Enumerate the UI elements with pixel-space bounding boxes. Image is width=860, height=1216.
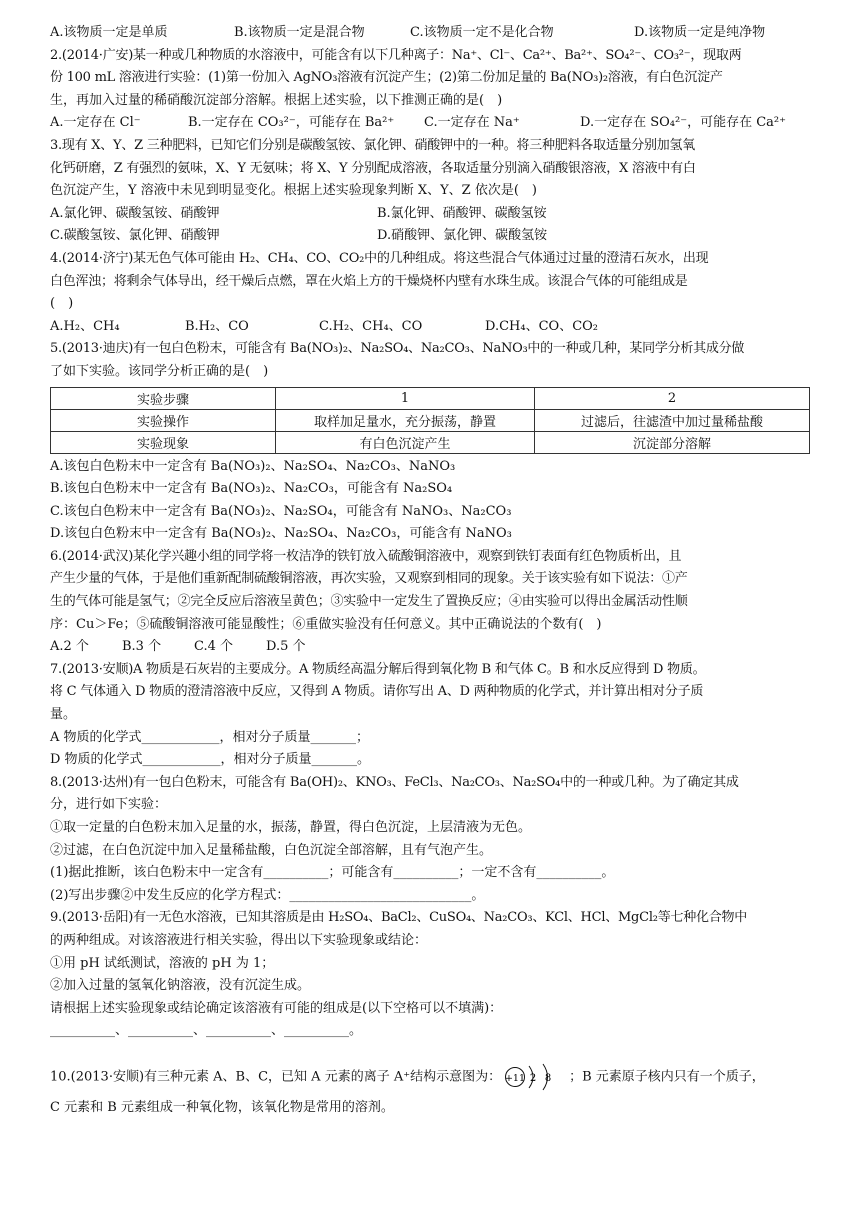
q8-step-1: ①取一定量的白色粉末加入足量的水，振荡，静置，得白色沉淀，上层清液为无色。: [50, 820, 532, 835]
q6-stem-line2: 产生少量的气体，于是他们重新配制硫酸铜溶液，再次实验，又观察到相同的现象。关于该实验有如下说法：①产: [50, 571, 688, 587]
table-cell: 有白色沉淀产生: [276, 431, 535, 453]
q8-answer-2[interactable]: (2)写出步骤②中发生反应的化学方程式：____________________________。: [50, 887, 485, 903]
q2-stem-line2: 份 100 mL 溶液进行实验：(1)第一份加入 AgNO₃溶液有沉淀产生；(2)第二份加足量的 Ba(NO₃)₂溶液，有白色沉淀产: [50, 70, 723, 86]
q2-option-d[interactable]: D.一定存在 SO₄²⁻，可能存在 Ca²⁺: [580, 115, 786, 131]
q10-stem-after: ；B 元素原子核内只有一个质子，: [569, 1069, 765, 1085]
q8-stem-line1: 8.(2013·达州)有一包白色粉末，可能含有 Ba(OH)₂、KNO₃、FeCl₃、Na₂CO₃、Na₂SO₄中的一种或几种。为了确定其成: [50, 774, 739, 790]
q3-option-c[interactable]: C.碳酸氢铵、氯化钾、硝酸钾: [50, 228, 220, 244]
q10-stem-line2: C 元素和 B 元素组成一种氧化物，该氧化物是常用的溶剂。: [50, 1099, 394, 1115]
q9-stem-line2: 的两种组成。对该溶液进行相关实验，得出以下实验现象或结论：: [50, 932, 428, 948]
table-cell: 2: [535, 387, 810, 409]
table-cell: 过滤后，往滤渣中加过量稀盐酸: [535, 409, 810, 431]
q4-options: [50, 316, 810, 339]
q6-stem-line4: 序：Cu＞Fe；⑤硫酸铜溶液可能显酸性；⑥重做实验没有任何意义。其中正确说法的个数有( ): [50, 616, 602, 632]
q7-stem-line1: 7.(2013·安顺)A 物质是石灰岩的主要成分。A 物质经高温分解后得到氧化物 B 和气体 C。B 和水反应得到 D 物质。: [50, 661, 706, 677]
q1-option-d[interactable]: D.该物质一定是纯净物: [634, 25, 766, 40]
table-cell: 实验现象: [51, 431, 276, 453]
q6-option-c[interactable]: C.4 个: [194, 639, 234, 655]
q10-stem-before: 10.(2013·安顺)有三种元素 A、B、C，已知 A 元素的离子 A⁺结构示意图为：: [50, 1069, 502, 1085]
q5-option-d[interactable]: D.该包白色粉末中一定含有 Ba(NO₃)₂、Na₂SO₄、Na₂CO₃，可能含有 NaNO₃: [50, 526, 512, 542]
q8-step-2: ②过滤，在白色沉淀中加入足量稀盐酸，白色沉淀全部溶解，且有气泡产生。: [50, 842, 493, 858]
q10: [50, 1057, 810, 1121]
table-cell: 实验操作: [51, 409, 276, 431]
q1-option-c[interactable]: C.该物质一定不是化合物: [410, 25, 554, 40]
q6-stem-line1: 6.(2014·武汉)某化学兴趣小组的同学将一枚洁净的铁钉放入硫酸铜溶液中，观察到铁钉表面有红色物质析出，且: [50, 548, 682, 564]
q3-option-a[interactable]: A.氯化钾、碳酸氢铵、硝酸钾: [50, 205, 220, 221]
q4-option-d[interactable]: D.CH₄、CO、CO₂: [485, 318, 599, 334]
q8-answer-1[interactable]: (1)据此推断，该白色粉末中一定含有__________；可能含有__________；一定不含有__________。: [50, 865, 615, 881]
q4-stem-line2: 白色浑浊；将剩余气体导出，经干燥后点燃，罩在火焰上方的干燥烧杯内壁有水珠生成。该混合气体的可能组成是: [50, 273, 688, 289]
shell2-electrons: 8: [544, 1072, 552, 1084]
q6-option-a[interactable]: A.2 个: [50, 639, 89, 655]
q9-prompt: 请根据上述实验现象或结论确定该溶液有可能的组成是(以下空格可以不填满)：: [50, 1000, 503, 1016]
q2-option-b[interactable]: B.一定存在 CO₃²⁻，可能存在 Ba²⁺: [188, 115, 395, 131]
nucleus-charge: +11: [505, 1072, 526, 1084]
q5-experiment-table: [50, 387, 810, 454]
q4-stem-line3: ( ): [50, 296, 74, 312]
q2-stem-line3: 生，再加入过量的稀硝酸沉淀部分溶解。根据上述实验，以下推测正确的是( ): [50, 92, 503, 108]
q6-option-d[interactable]: D.5 个: [266, 639, 306, 655]
q4-option-c[interactable]: C.H₂、CH₄、CO: [319, 318, 423, 334]
q7-stem-line3: 量。: [50, 707, 77, 723]
q3-option-b[interactable]: B.氯化钾、硝酸钾、碳酸氢铵: [377, 205, 547, 221]
q2-stem-line1: 2.(2014·广安)某一种或几种物质的水溶液中，可能含有以下几种离子：Na⁺、Cl⁻、Ca²⁺、Ba²⁺、SO₄²⁻、CO₃²⁻，现取两: [50, 47, 742, 63]
q9-stem-line1: 9.(2013·岳阳)有一无色水溶液，已知其溶质是由 H₂SO₄、BaCl₂、CuSO₄、Na₂CO₃、KCl、HCl、MgCl₂等七种化合物中: [50, 910, 747, 926]
shell1-electrons: 2: [529, 1072, 537, 1084]
q3-stem-line2: 化钙研磨，Z 有强烈的氨味，X、Y 无氨味；将 X、Y 分别配成溶液，各取适量分别滴入硝酸银溶液，X 溶液中有白: [50, 160, 696, 176]
q4-option-a[interactable]: A.H₂、CH₄: [50, 318, 120, 334]
q6-options: [50, 636, 810, 659]
table-cell: 取样加足量水，充分振荡，静置: [276, 409, 535, 431]
q1-options: [50, 22, 810, 45]
q4-option-b[interactable]: B.H₂、CO: [185, 318, 249, 334]
worksheet-page: [50, 22, 810, 1121]
q6-stem-line3: 生的气体可能是氢气；②完全反应后溶液呈黄色；③实验中一定发生了置换反应；④由实验可以得出金属活动性顺: [50, 594, 688, 610]
table-cell: 沉淀部分溶解: [535, 431, 810, 453]
q3-stem-line1: 3.现有 X、Y、Z 三种肥料，已知它们分别是碳酸氢铵、氯化钾、硝酸钾中的一种。将三种肥料各取适量分别加氢氧: [50, 137, 696, 153]
q7-stem-line2: 将 C 气体通入 D 物质的澄清溶液中反应，又得到 A 物质。请你写出 A、D 两种物质的化学式，并计算出相对分子质: [50, 684, 704, 700]
q2-option-a[interactable]: A.一定存在 Cl⁻: [50, 115, 141, 131]
q5-option-b[interactable]: B.该包白色粉末中一定含有 Ba(NO₃)₂、Na₂CO₃，可能含有 Na₂SO₄: [50, 481, 453, 497]
q5-option-c[interactable]: C.该包白色粉末中一定含有 Ba(NO₃)₂、Na₂SO₄，可能含有 NaNO₃、Na₂CO₃: [50, 503, 512, 519]
q3-stem-line3: 色沉淀产生，Y 溶液中未见到明显变化。根据上述实验现象判断 X、Y、Z 依次是( ): [50, 183, 537, 199]
q1-option-b[interactable]: B.该物质一定是混合物: [234, 25, 365, 40]
q4-stem-line1: 4.(2014·济宁)某无色气体可能由 H₂、CH₄、CO、CO₂中的几种组成。将这些混合气体通过过量的澄清石灰水，出现: [50, 250, 709, 266]
q8-stem-line2: 分，进行如下实验：: [50, 797, 168, 813]
q5-stem-line2: 了如下实验。该同学分析正确的是( ): [50, 363, 269, 379]
q3-option-d[interactable]: D.硝酸钾、氯化钾、碳酸氢铵: [377, 228, 548, 244]
q10-stem-line1: [50, 1057, 810, 1095]
table-row: [51, 409, 810, 431]
table-cell: 1: [276, 387, 535, 409]
table-cell: 实验步骤: [51, 387, 276, 409]
q9-answer-blanks[interactable]: __________、__________、__________、__________。: [50, 1023, 362, 1039]
table-row: [51, 387, 810, 409]
q6-option-b[interactable]: B.3 个: [122, 639, 162, 655]
q5-stem-line1: 5.(2013·迪庆)有一包白色粉末，可能含有 Ba(NO₃)₂、Na₂SO₄、Na₂CO₃、NaNO₃中的一种或几种，某同学分析其成分做: [50, 341, 745, 357]
q9-observation-1: ①用 pH 试纸测试，溶液的 pH 为 1；: [50, 955, 275, 971]
q3-options: [50, 203, 810, 248]
table-row: [51, 431, 810, 453]
q7-answer-d[interactable]: D 物质的化学式____________，相对分子质量_______。: [50, 752, 371, 768]
q1-option-a[interactable]: A.该物质一定是单质: [50, 25, 168, 40]
q9-observation-2: ②加入过量的氢氧化钠溶液，没有沉淀生成。: [50, 978, 311, 994]
q2-options: [50, 112, 810, 135]
ion-structure-diagram: [503, 1057, 567, 1097]
q7-answer-a[interactable]: A 物质的化学式____________，相对分子质量_______；: [50, 729, 370, 745]
q5-option-a[interactable]: A.该包白色粉末中一定含有 Ba(NO₃)₂、Na₂SO₄、Na₂CO₃、NaNO₃: [50, 458, 456, 474]
q2-option-c[interactable]: C.一定存在 Na⁺: [424, 115, 520, 131]
